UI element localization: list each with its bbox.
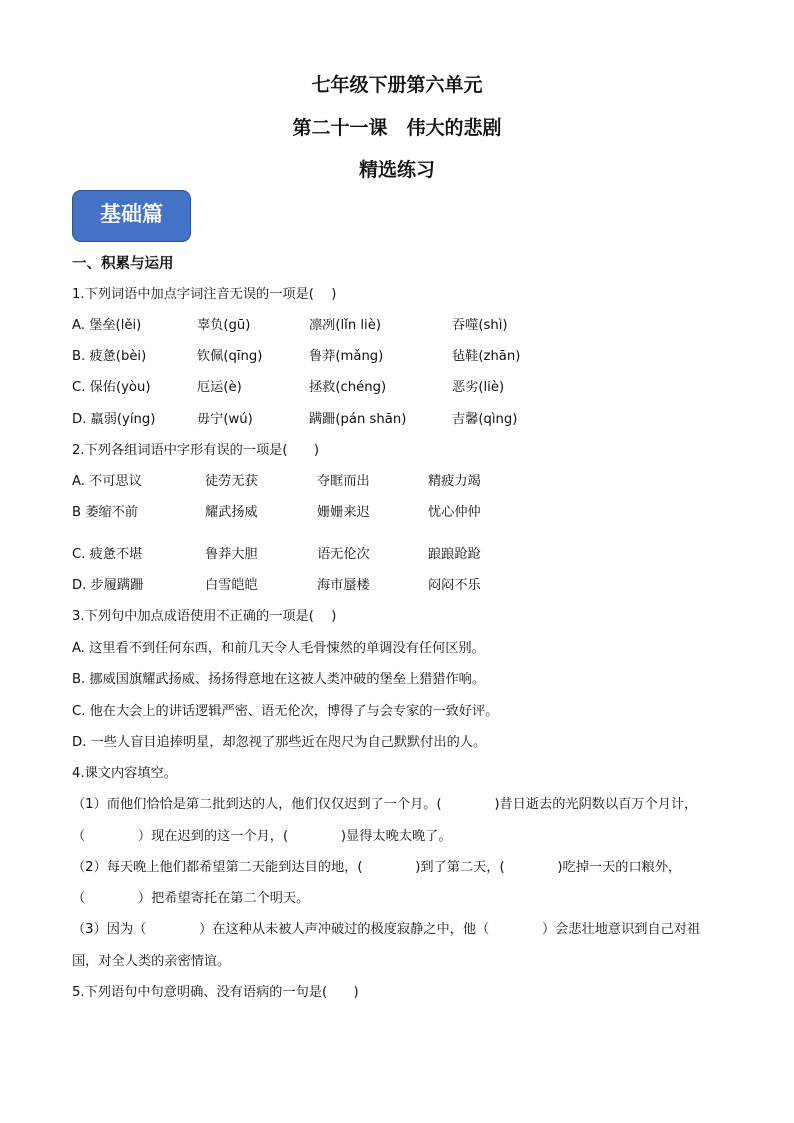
question-2-row-2-item-3: 姗姗来迟 xyxy=(317,505,370,520)
section-heading: 一、积累与运用 xyxy=(72,256,174,272)
question-3-option-a: A. 这里看不到任何东西，和前几天令人毛骨悚然的单调没有任何区别。 xyxy=(72,641,485,656)
question-4-stem: 4.课文内容填空。 xyxy=(72,766,177,781)
question-2-stem: 2.下列各组词语中字形有误的一项是( ) xyxy=(72,443,320,458)
question-1-row-1-item-2: 辜负(gū) xyxy=(197,318,251,333)
question-2-row-1-item-1: A. 不可思议 xyxy=(72,474,142,489)
question-3-stem: 3.下列句中加点成语使用不正确的一项是( ) xyxy=(72,609,337,624)
question-2-row-2-item-2: 耀武扬威 xyxy=(205,505,258,520)
question-1-row-3-item-3: 拯救(chéng) xyxy=(309,380,387,395)
question-3-option-c: C. 他在大会上的讲话逻辑严密、语无伦次，博得了与会专家的一致好评。 xyxy=(72,704,499,719)
question-1-stem: 1.下列词语中加点字词注音无误的一项是( ) xyxy=(72,287,337,302)
question-4-line: （3）因为（ ）在这种从未被人声冲破过的极度寂静之中，他（ ）会悲壮地意识到自己对祖 xyxy=(72,922,701,937)
question-4-line: （ ）现在迟到的这一个月，( )显得太晚太晚了。 xyxy=(72,829,452,844)
level-badge: 基础篇 xyxy=(72,190,191,242)
question-2-row-1-item-3: 夺眶而出 xyxy=(317,474,370,489)
question-5-stem: 5.下列语句中句意明确、没有语病的一句是( ) xyxy=(72,985,359,1000)
question-2-row-1-item-4: 精疲力竭 xyxy=(428,474,481,489)
question-4-line: （ ）把希望寄托在第二个明天。 xyxy=(72,891,310,906)
question-1-row-3-item-4: 恶劣(liè) xyxy=(452,380,505,395)
question-1-row-4-item-2: 毋宁(wú) xyxy=(197,412,253,427)
question-1-row-3-item-2: 厄运(è) xyxy=(197,380,242,395)
question-1-row-1-item-3: 凛冽(lǐn liè) xyxy=(309,318,381,333)
question-1-row-2-item-2: 钦佩(qīng) xyxy=(197,349,263,364)
question-3-option-d: D. 一些人盲目追捧明星，却忽视了那些近在咫尺为自己默默付出的人。 xyxy=(72,735,487,750)
lesson-title: 第二十一课 伟大的悲剧 xyxy=(292,117,502,139)
question-4-line: （1）而他们恰恰是第二批到达的人，他们仅仅迟到了一个月。( )昔日逝去的光阴数以百万个月计， xyxy=(72,797,698,812)
question-4-line: 国，对全人类的亲密情谊。 xyxy=(72,954,231,969)
question-1-row-3-item-1: C. 保佑(yòu) xyxy=(72,380,151,395)
question-2-row-4-item-2: 白雪皑皑 xyxy=(205,578,258,593)
question-1-row-2-item-4: 毡鞋(zhān) xyxy=(452,349,521,364)
question-1-row-2-item-1: B. 疲惫(bèi) xyxy=(72,349,147,364)
question-1-row-4-item-1: D. 羸弱(yíng) xyxy=(72,412,156,427)
question-3-option-b: B. 挪威国旗耀武扬威、扬扬得意地在这被人类冲破的堡垒上猎猎作响。 xyxy=(72,672,486,687)
question-2-row-2-item-4: 忧心仲仲 xyxy=(428,505,481,520)
question-2-row-3-item-4: 踉踉跄跄 xyxy=(428,547,481,562)
question-2-row-4-item-1: D. 步履蹒跚 xyxy=(72,578,144,593)
question-2-row-3-item-3: 语无伦次 xyxy=(317,547,370,562)
question-1-row-2-item-3: 鲁莽(mǎng) xyxy=(309,349,384,364)
question-2-row-4-item-3: 海市蜃楼 xyxy=(317,578,370,593)
question-1-row-4-item-3: 蹒跚(pán shān) xyxy=(309,412,407,427)
question-2-row-3-item-1: C. 疲惫不堪 xyxy=(72,547,143,562)
question-4-line: （2）每天晚上他们都希望第二天能到达目的地，( )到了第二天，( )吃掉一天的口粮外， xyxy=(72,860,682,875)
question-2-row-4-item-4: 闷闷不乐 xyxy=(428,578,481,593)
question-2-row-2-item-1: B 萎缩不前 xyxy=(72,505,138,520)
question-1-row-1-item-1: A. 堡垒(lěi) xyxy=(72,318,142,333)
question-1-row-4-item-4: 吉馨(qìng) xyxy=(452,412,518,427)
question-1-row-1-item-4: 吞噬(shì) xyxy=(452,318,508,333)
practice-title: 精选练习 xyxy=(358,159,435,181)
question-2-row-1-item-2: 徒劳无获 xyxy=(205,474,258,489)
unit-title: 七年级下册第六单元 xyxy=(311,74,483,96)
question-2-row-3-item-2: 鲁莽大胆 xyxy=(205,547,258,562)
